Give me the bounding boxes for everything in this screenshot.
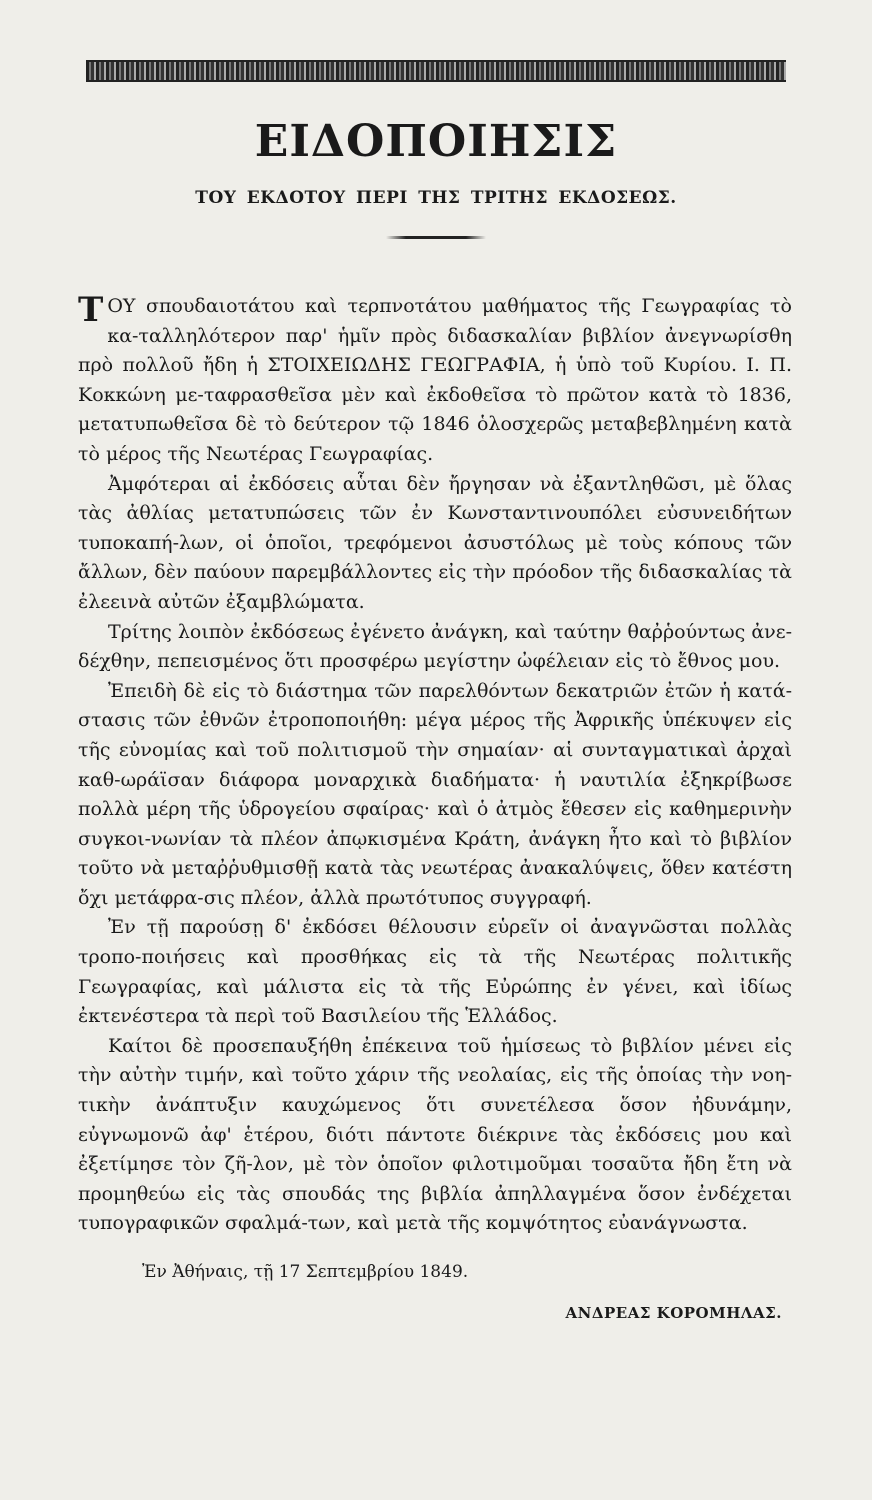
drop-cap: Τ [78, 290, 104, 330]
signature: ΑΝΔΡΕΑΣ ΚΟΡΟΜΗΛΑΣ. [565, 1304, 782, 1322]
page-subtitle: ΤΟΥ ΕΚΔΟΤΟΥ ΠΕΡΙ ΤΗΣ ΤΡΙΤΗΣ ΕΚΔΟΣΕΩΣ. [195, 188, 677, 208]
decorative-border [86, 60, 786, 82]
paragraph-3: Τρίτης λοιπὸν ἐκδόσεως ἐγένετο ἀνάγκη, καὶ ταύτην θαῤῥούντως ἀνε-δέχθην, πεπεισμένος ὅτι προσφέρω μεγίστην ὠφέλειαν εἰς τὸ ἔθνος μου. [78, 620, 792, 673]
divider-rule [386, 236, 486, 239]
body-text [78, 292, 792, 1239]
paragraph-1-text: ΟΥ σπουδαιοτάτου καὶ τερπνοτάτου μαθήματος τῆς Γεωγραφίας τὸ κα-ταλληλότερον παρ' ἡμῖν πρὸς διδασκαλίαν βιβλίον ἀνεγνωρίσθη πρὸ πολλοῦ ἤδη ἡ ΣΤΟΙΧΕΙΩΔΗΣ ΓΕΩΓΡΑΦΙΑ, ἡ ὑπὸ τοῦ Κυρίου. Ι. Π. Κοκκώνη με-ταφρασθεῖσα μὲν καὶ ἐκδοθεῖσα τὸ πρῶτον κατὰ τὸ 1836, μετατυπωθεῖσα δὲ τὸ δεύτερον τῷ 1846 ὁλοσχερῶς μεταβεβλημένη κατὰ τὸ μέρος τῆς Νεωτέρας Γεωγραφίας. [78, 295, 792, 465]
paragraph-6: Καίτοι δὲ προσεπαυξήθη ἐπέκεινα τοῦ ἡμίσεως τὸ βιβλίον μένει εἰς τὴν αὐτὴν τιμήν, καὶ τοῦτο χάριν τῆς νεολαίας, εἰς τῆς ὁποίας τὴν νοη-τικὴν ἀνάπτυξιν καυχώμενος ὅτι συνετέλεσα ὅσον ἠδυνάμην, εὐγνωμονῶ ἀφ' ἑτέρου, διότι πάντοτε διέκρινε τὰς ἐκδόσεις μου καὶ ἐξετίμησε τὸν ζῆ-λον, μὲ τὸν ὁποῖον φιλοτιμοῦμαι τοσαῦτα ἤδη ἔτη νὰ προμηθεύω εἰς τὰς σπουδάς της βιβλία ἀπηλλαγμένα ὅσον ἐνδέχεται τυπογραφικῶν σφαλμά-των, καὶ μετὰ τῆς κομψότητος εὐανάγνωστα. [78, 1034, 792, 1235]
dateline: Ἐν Ἀθήναις, τῇ 17 Σεπτεμβρίου 1849. [142, 1262, 469, 1282]
paragraph-2: Ἀμφότεραι αἱ ἐκδόσεις αὗται δὲν ἤργησαν νὰ ἐξαντληθῶσι, μὲ ὅλας τὰς ἀθλίας μετατυπώσεις τῶν ἐν Κωνσταντινουπόλει εὐσυνειδήτων τυποκαπή-λων, οἱ ὁποῖοι, τρεφόμενοι ἀσυστόλως μὲ τοὺς κόπους τῶν ἄλλων, δὲν παύουν παρεμβάλλοντες εἰς τὴν πρόοδον τῆς διδασκαλίας τὰ ἐλεεινὰ αὐτῶν ἐξαμβλώματα. [78, 472, 792, 613]
paragraph-1 [78, 292, 792, 470]
paragraph-4: Ἐπειδὴ δὲ εἰς τὸ διάστημα τῶν παρελθόντων δεκατριῶν ἐτῶν ἡ κατά-στασις τῶν ἐθνῶν ἐτροποποιήθη: μέγα μέρος τῆς Ἀφρικῆς ὑπέκυψεν εἰς τῆς εὐνομίας καὶ τοῦ πολιτισμοῦ τὴν σημαίαν· αἱ συνταγματικαὶ ἀρχαὶ καθ-ωράϊσαν διάφορα μοναρχικὰ διαδήματα· ἡ ναυτιλία ἐξηκρίβωσε πολλὰ μέρη τῆς ὑδρογείου σφαίρας· καὶ ὁ ἀτμὸς ἔθεσεν εἰς καθημερινὴν συγκοι-νωνίαν τὰ πλέον ἀπῳκισμένα Κράτη, ἀνάγκη ἦτο καὶ τὸ βιβλίον τοῦτο νὰ μεταῤῥυθμισθῇ κατὰ τὰς νεωτέρας ἀνακαλύψεις, ὅθεν κατέστη ὄχι μετάφρα-σις πλέον, ἀλλὰ πρωτότυπος συγγραφή. [78, 679, 792, 909]
page-title: ΕΙΔΟΠΟΙΗΣΙΣ [254, 116, 618, 167]
paragraph-5: Ἐν τῇ παρούσῃ δ' ἐκδόσει θέλουσιν εὑρεῖν οἱ ἀναγνῶσται πολλὰς τροπο-ποιήσεις καὶ προσθήκας εἰς τὰ τῆς Νεωτέρας πολιτικῆς Γεωγραφίας, καὶ μάλιστα εἰς τὰ τῆς Εὐρώπης ἐν γένει, καὶ ἰδίως ἐκτενέστερα τὰ περὶ τοῦ Βασιλείου τῆς Ἑλλάδος. [78, 916, 792, 1028]
